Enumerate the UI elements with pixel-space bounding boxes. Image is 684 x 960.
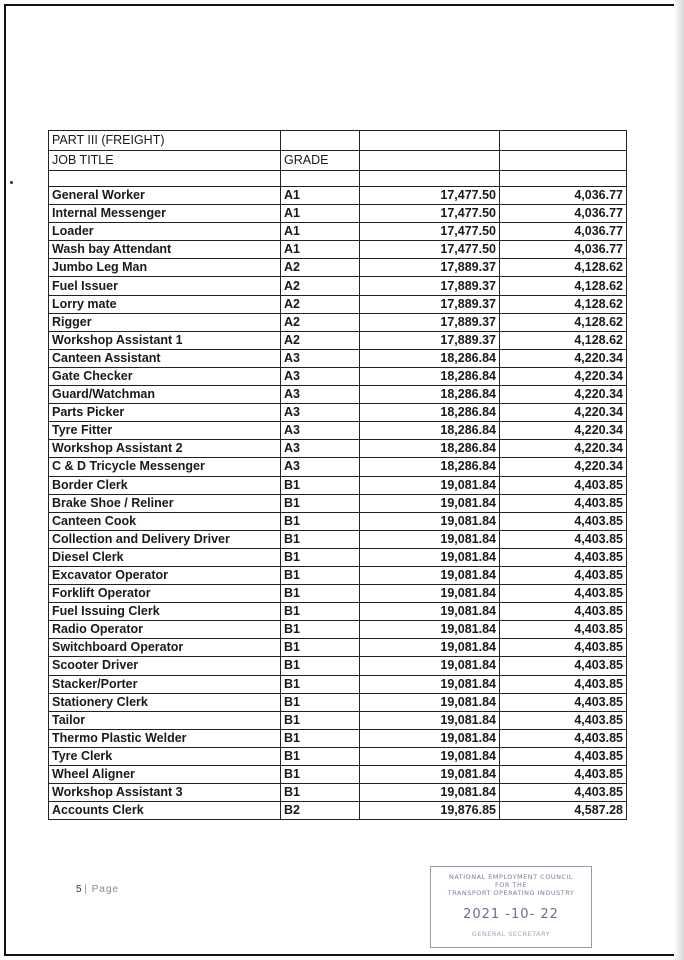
grade-cell: B1 (281, 512, 360, 530)
job-title-cell: Guard/Watchman (49, 386, 281, 404)
salary-cell: 19,081.84 (360, 784, 500, 802)
grade-header: GRADE (281, 151, 360, 171)
allowance-cell: 4,403.85 (500, 603, 627, 621)
job-title-cell: Fuel Issuing Clerk (49, 603, 281, 621)
allowance-cell: 4,036.77 (500, 223, 627, 241)
table-row (49, 440, 627, 458)
job-title-cell: Collection and Delivery Driver (49, 530, 281, 548)
grade-cell: B1 (281, 603, 360, 621)
job-title-cell: Excavator Operator (49, 566, 281, 584)
job-title-cell: C & D Tricycle Messenger (49, 458, 281, 476)
salary-cell: 19,081.84 (360, 675, 500, 693)
grading-table (48, 130, 627, 820)
salary-cell: 19,081.84 (360, 693, 500, 711)
allowance-cell: 4,403.85 (500, 621, 627, 639)
grade-cell: A1 (281, 241, 360, 259)
table-row (49, 187, 627, 205)
job-title-cell: Workshop Assistant 1 (49, 331, 281, 349)
salary-cell: 19,081.84 (360, 603, 500, 621)
allowance-cell: 4,220.34 (500, 386, 627, 404)
job-title-cell: Brake Shoe / Reliner (49, 494, 281, 512)
grade-cell: A1 (281, 187, 360, 205)
job-title-cell: Tyre Clerk (49, 747, 281, 765)
grade-cell: A2 (281, 295, 360, 313)
allowance-cell: 4,036.77 (500, 187, 627, 205)
job-title-cell: Internal Messenger (49, 205, 281, 223)
allowance-cell: 4,128.62 (500, 259, 627, 277)
page-label: | Page (84, 884, 120, 895)
grade-cell: B1 (281, 747, 360, 765)
job-title-cell: Fuel Issuer (49, 277, 281, 295)
salary-cell: 17,477.50 (360, 223, 500, 241)
salary-cell: 19,081.84 (360, 494, 500, 512)
grade-cell: A3 (281, 349, 360, 367)
grade-cell: A3 (281, 386, 360, 404)
grade-cell: B1 (281, 766, 360, 784)
grade-cell: A1 (281, 205, 360, 223)
salary-cell: 17,889.37 (360, 313, 500, 331)
table-row (49, 657, 627, 675)
grade-cell: B1 (281, 657, 360, 675)
salary-cell: 19,081.84 (360, 747, 500, 765)
grade-cell: B1 (281, 675, 360, 693)
grade-cell: A3 (281, 458, 360, 476)
allowance-cell: 4,403.85 (500, 639, 627, 657)
page-footer (76, 884, 119, 895)
table-row (49, 747, 627, 765)
salary-cell: 19,081.84 (360, 729, 500, 747)
salary-cell: 18,286.84 (360, 422, 500, 440)
allowance-cell: 4,220.34 (500, 404, 627, 422)
job-title-cell: Tailor (49, 711, 281, 729)
salary-cell: 18,286.84 (360, 458, 500, 476)
job-title-cell: Tyre Fitter (49, 422, 281, 440)
table-row (49, 205, 627, 223)
table-row (49, 223, 627, 241)
grade-cell: B1 (281, 566, 360, 584)
salary-cell: 17,477.50 (360, 241, 500, 259)
table-row (49, 259, 627, 277)
allowance-cell: 4,403.85 (500, 675, 627, 693)
table-row (49, 639, 627, 657)
allowance-cell: 4,128.62 (500, 331, 627, 349)
table-row (49, 476, 627, 494)
salary-cell: 17,889.37 (360, 259, 500, 277)
table-row (49, 367, 627, 385)
grade-cell: B1 (281, 494, 360, 512)
job-title-header: JOB TITLE (49, 151, 281, 171)
job-title-cell: Border Clerk (49, 476, 281, 494)
table-row (49, 621, 627, 639)
allowance-cell: 4,403.85 (500, 530, 627, 548)
job-title-cell: Forklift Operator (49, 585, 281, 603)
table-row (49, 693, 627, 711)
grade-cell: B1 (281, 476, 360, 494)
allowance-cell: 4,403.85 (500, 512, 627, 530)
table-row (49, 349, 627, 367)
allowance-cell: 4,403.85 (500, 766, 627, 784)
grade-cell: B1 (281, 693, 360, 711)
table-row (49, 422, 627, 440)
job-title-cell: Scooter Driver (49, 657, 281, 675)
table-row (49, 494, 627, 512)
stamp-line-2: FOR THE (495, 881, 527, 889)
grade-cell: A2 (281, 313, 360, 331)
allowance-cell: 4,036.77 (500, 205, 627, 223)
salary-cell: 17,477.50 (360, 187, 500, 205)
allowance-cell: 4,128.62 (500, 295, 627, 313)
table-row (49, 802, 627, 820)
job-title-cell: Workshop Assistant 3 (49, 784, 281, 802)
table-row (49, 729, 627, 747)
job-title-cell: Accounts Clerk (49, 802, 281, 820)
scan-edge-shadow (674, 0, 684, 960)
salary-cell: 17,889.37 (360, 277, 500, 295)
job-title-cell: Diesel Clerk (49, 548, 281, 566)
grade-cell: B2 (281, 802, 360, 820)
allowance-cell: 4,403.85 (500, 657, 627, 675)
grade-cell: A1 (281, 223, 360, 241)
grade-cell: A2 (281, 259, 360, 277)
stamp-line-3: TRANSPORT OPERATING INDUSTRY (447, 889, 575, 897)
grade-cell: B1 (281, 530, 360, 548)
job-title-cell: Jumbo Leg Man (49, 259, 281, 277)
stamp-date: 2021 -10- 22 (463, 907, 559, 922)
allowance-cell: 4,403.85 (500, 729, 627, 747)
job-title-cell: Stacker/Porter (49, 675, 281, 693)
stamp-line-4: GENERAL SECRETARY (471, 930, 551, 938)
grade-cell: B1 (281, 711, 360, 729)
table-row (49, 295, 627, 313)
job-title-cell: Gate Checker (49, 367, 281, 385)
allowance-cell: 4,587.28 (500, 802, 627, 820)
allowance-cell: 4,403.85 (500, 711, 627, 729)
allowance-cell: 4,220.34 (500, 440, 627, 458)
allowance-cell: 4,220.34 (500, 422, 627, 440)
allowance-cell: 4,220.34 (500, 349, 627, 367)
job-title-cell: Thermo Plastic Welder (49, 729, 281, 747)
job-title-cell: Loader (49, 223, 281, 241)
salary-cell: 18,286.84 (360, 367, 500, 385)
grade-cell: B1 (281, 729, 360, 747)
table-row (49, 331, 627, 349)
allowance-cell: 4,403.85 (500, 585, 627, 603)
allowance-cell: 4,128.62 (500, 277, 627, 295)
grade-cell: A3 (281, 440, 360, 458)
table-part-row (49, 131, 627, 151)
grade-cell: A3 (281, 422, 360, 440)
allowance-cell: 4,036.77 (500, 241, 627, 259)
job-title-cell: Rigger (49, 313, 281, 331)
table-row (49, 784, 627, 802)
table-row (49, 512, 627, 530)
salary-cell: 17,889.37 (360, 331, 500, 349)
table-row (49, 548, 627, 566)
allowance-cell: 4,403.85 (500, 548, 627, 566)
table-row (49, 458, 627, 476)
allowance-cell: 4,128.62 (500, 313, 627, 331)
job-title-cell: Canteen Cook (49, 512, 281, 530)
allowance-cell: 4,403.85 (500, 566, 627, 584)
salary-cell: 18,286.84 (360, 404, 500, 422)
job-title-cell: General Worker (49, 187, 281, 205)
allowance-cell: 4,403.85 (500, 494, 627, 512)
salary-cell: 19,081.84 (360, 566, 500, 584)
scan-speck (10, 181, 13, 184)
table-row (49, 404, 627, 422)
job-title-cell: Lorry mate (49, 295, 281, 313)
allowance-cell: 4,403.85 (500, 784, 627, 802)
salary-cell: 19,081.84 (360, 621, 500, 639)
table-row (49, 313, 627, 331)
allowance-cell: 4,403.85 (500, 747, 627, 765)
table-row (49, 277, 627, 295)
job-title-cell: Radio Operator (49, 621, 281, 639)
table-row (49, 766, 627, 784)
table-row (49, 585, 627, 603)
allowance-cell: 4,403.85 (500, 693, 627, 711)
table-row (49, 241, 627, 259)
salary-cell: 19,876.85 (360, 802, 500, 820)
job-title-cell: Workshop Assistant 2 (49, 440, 281, 458)
grade-cell: B1 (281, 621, 360, 639)
table-row (49, 603, 627, 621)
allowance-cell: 4,403.85 (500, 476, 627, 494)
table-row (49, 675, 627, 693)
grade-cell: A2 (281, 331, 360, 349)
salary-cell: 17,889.37 (360, 295, 500, 313)
grade-cell: B1 (281, 585, 360, 603)
table-row (49, 711, 627, 729)
job-title-cell: Stationery Clerk (49, 693, 281, 711)
stamp-line-1: NATIONAL EMPLOYMENT COUNCIL (448, 873, 574, 881)
grade-cell: A2 (281, 277, 360, 295)
allowance-cell: 4,220.34 (500, 367, 627, 385)
job-title-cell: Canteen Assistant (49, 349, 281, 367)
grade-cell: B1 (281, 639, 360, 657)
table-row (49, 566, 627, 584)
salary-cell: 19,081.84 (360, 476, 500, 494)
allowance-cell: 4,220.34 (500, 458, 627, 476)
salary-cell: 18,286.84 (360, 440, 500, 458)
grade-cell: B1 (281, 548, 360, 566)
salary-cell: 19,081.84 (360, 530, 500, 548)
grade-cell: B1 (281, 784, 360, 802)
table-header-row (49, 151, 627, 171)
official-stamp (430, 866, 592, 948)
job-title-cell: Switchboard Operator (49, 639, 281, 657)
salary-cell: 19,081.84 (360, 711, 500, 729)
salary-cell: 19,081.84 (360, 639, 500, 657)
salary-cell: 19,081.84 (360, 766, 500, 784)
salary-cell: 18,286.84 (360, 349, 500, 367)
page-number: 5 (76, 884, 82, 895)
salary-cell: 19,081.84 (360, 657, 500, 675)
grade-cell: A3 (281, 367, 360, 385)
salary-cell: 18,286.84 (360, 386, 500, 404)
part-label: PART III (FREIGHT) (49, 131, 281, 151)
grade-cell: A3 (281, 404, 360, 422)
table-row (49, 530, 627, 548)
table-blank-row (49, 171, 627, 187)
salary-cell: 17,477.50 (360, 205, 500, 223)
salary-cell: 19,081.84 (360, 512, 500, 530)
salary-cell: 19,081.84 (360, 585, 500, 603)
job-title-cell: Wash bay Attendant (49, 241, 281, 259)
salary-cell: 19,081.84 (360, 548, 500, 566)
job-title-cell: Parts Picker (49, 404, 281, 422)
table-row (49, 386, 627, 404)
job-title-cell: Wheel Aligner (49, 766, 281, 784)
